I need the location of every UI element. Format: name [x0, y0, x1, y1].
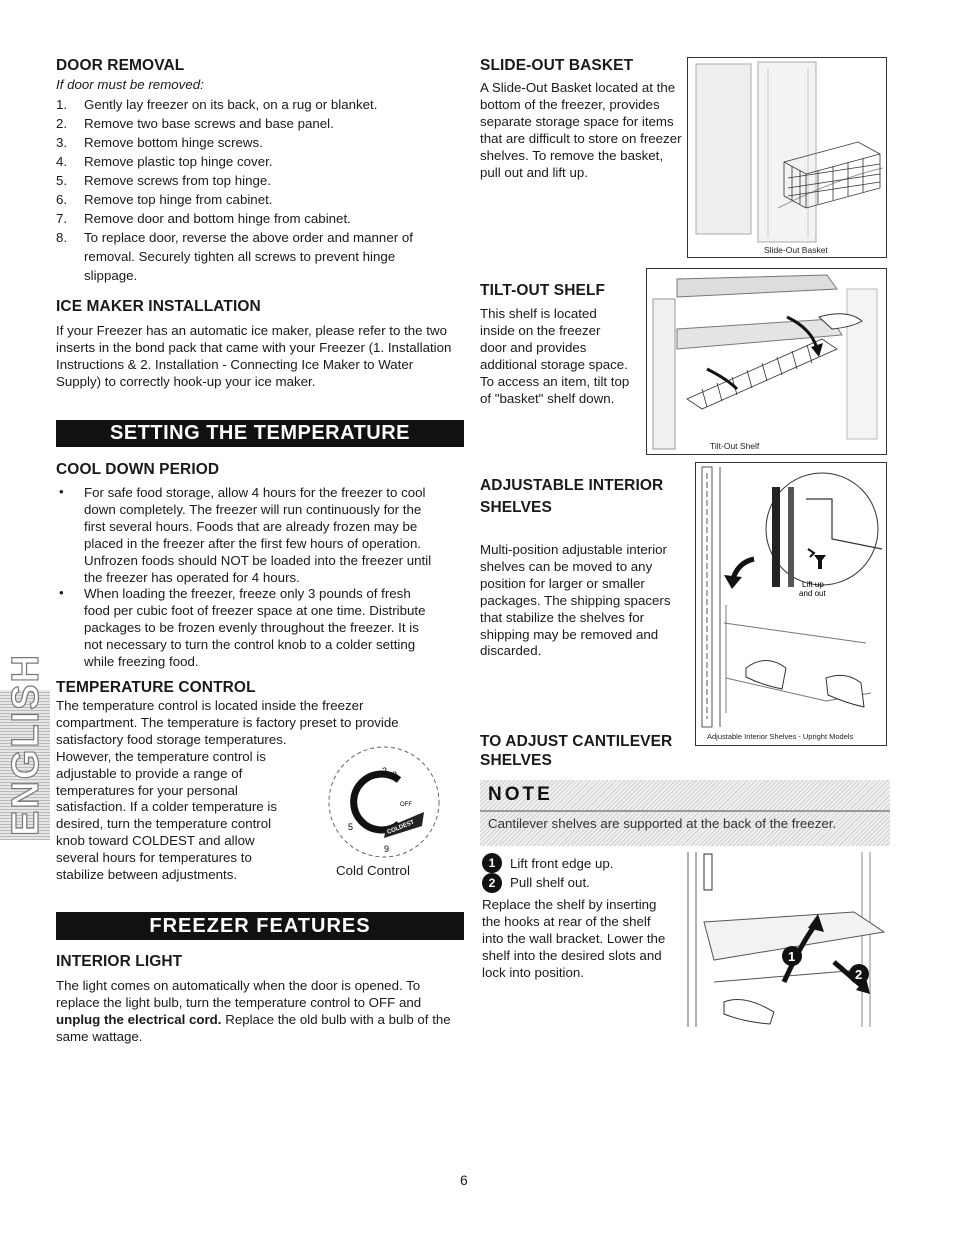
step-text: Remove door and bottom hinge from cabinet. [84, 211, 351, 226]
step-number: 3. [56, 135, 68, 150]
door-removal-intro: If door must be removed: [56, 77, 204, 92]
step-number: 6. [56, 192, 68, 207]
callout-lift-up: Lift up [802, 580, 824, 589]
step-number: 7. [56, 211, 68, 226]
features-banner: FREEZER FEATURES [56, 912, 464, 940]
temperature-control-line: several hours for temperatures to [56, 850, 252, 866]
bullet-text: When loading the freezer, freeze only 3 pounds of fresh food per cubic foot of freezer space at one time. Distribute packages to be frozen evenly throughout the freezer. It is not necessary to turn the control knob to a colder setting while freezing food. [84, 586, 426, 670]
door-removal-step [56, 209, 438, 228]
step-number: 4. [56, 154, 68, 169]
tilt-out-shelf-caption: Tilt-Out Shelf [710, 441, 760, 451]
slide-out-basket-figure [687, 57, 887, 258]
cold-control-dial-illustration [326, 744, 442, 862]
bullet-icon: • [59, 585, 64, 601]
ice-maker-heading: ICE MAKER INSTALLATION [56, 298, 261, 315]
temperature-control-line: The temperature control is located inside the freezer [56, 698, 364, 713]
cool-down-bullets [56, 485, 436, 671]
slide-out-basket-heading: SLIDE-OUT BASKET [480, 57, 634, 74]
bullet-text: For safe food storage, allow 4 hours for the freezer to cool down completely. The freezer will run continuously for the first several hours. Foods that are already frozen may be placed in the freezer after the first few hours of operation. Unfrozen foods should NOT be loaded into the freezer until the freezer has operated for 4 hours. [84, 485, 432, 585]
dial-label-9: 9 [384, 844, 390, 854]
note-box [480, 780, 890, 846]
step-1-badge: 1 [482, 853, 502, 873]
step-text: Remove top hinge from cabinet. [84, 192, 273, 207]
language-tab-label: ENGLISH [5, 653, 47, 836]
bullet-icon: • [59, 484, 64, 499]
cantilever-shelf-illustration [684, 852, 887, 1027]
door-removal-steps [56, 95, 438, 285]
dial-label-5: 5 [348, 822, 354, 832]
temperature-control-line: However, the temperature control is [56, 748, 266, 764]
adjustable-shelves-body: Multi-position adjustable interior shelves can be moved to any position for larger or smaller packages. The shipping spacers that stabilize the shelves for shipping may be removed and discarded. [480, 542, 671, 659]
step-text: Remove screws from top hinge. [84, 173, 271, 188]
step-text: Gently lay freezer on its back, on a rug or blanket. [84, 97, 378, 112]
step-2-text: Pull shelf out. [510, 875, 590, 890]
door-removal-step [56, 152, 438, 171]
temperature-control-line: knob toward COLDEST and allow [56, 833, 255, 849]
cantilever-heading-2: SHELVES [480, 752, 552, 769]
temperature-control-line: desired, turn the temperature control [56, 816, 272, 832]
cold-control-caption: Cold Control [336, 863, 410, 878]
door-removal-step [56, 114, 438, 133]
tilt-out-shelf-figure [646, 268, 887, 455]
note-divider [480, 810, 890, 812]
step-2-badge: 2 [482, 873, 502, 893]
door-removal-step [56, 190, 438, 209]
door-removal-step [56, 228, 438, 285]
step-number: 1. [56, 97, 68, 112]
adjustable-shelves-caption: Adjustable Interior Shelves - Upright Models [707, 732, 854, 741]
figure-badge-2: 2 [855, 967, 863, 982]
ice-maker-body: If your Freezer has an automatic ice maker, please refer to the two inserts in the bond pack that came with your Freezer (1. Installation Instructions & 2. Installation - Connecting Ice Maker to Water Supply) to correctly hook-up your ice maker. [56, 323, 452, 389]
interior-light-heading: INTERIOR LIGHT [56, 953, 183, 970]
adjustable-shelves-figure [695, 462, 887, 746]
temperature-control-line: compartment. The temperature is factory preset to provide [56, 714, 399, 730]
page-number: 6 [460, 1172, 468, 1188]
cool-down-bullet [56, 586, 436, 671]
temperature-banner: SETTING THE TEMPERATURE CONTROL [56, 420, 464, 447]
step-number: 5. [56, 173, 68, 188]
step-text: Remove two base screws and base panel. [84, 116, 334, 131]
step-text: Remove plastic top hinge cover. [84, 154, 273, 169]
door-removal-step [56, 171, 438, 190]
interior-light-body [56, 978, 456, 1046]
step-number: 2. [56, 116, 68, 131]
step-1-text: Lift front edge up. [510, 856, 614, 871]
dial-label-off: OFF [400, 802, 412, 808]
adjustable-shelves-heading-1: ADJUSTABLE INTERIOR [480, 477, 664, 494]
temperature-control-heading: TEMPERATURE CONTROL [56, 679, 256, 696]
slide-out-basket-caption: Slide-Out Basket [764, 245, 828, 255]
callout-and-out: and out [799, 589, 826, 598]
tilt-out-shelf-body: This shelf is located inside on the freezer door and provides additional storage space. To access an item, tilt top of "basket" shelf down. [480, 306, 630, 406]
temperature-control-line: temperatures for your personal [56, 782, 238, 798]
door-removal-step [56, 95, 438, 114]
door-removal-step [56, 133, 438, 152]
dial-label-3: 3 [392, 770, 398, 780]
step-text: Remove bottom hinge screws. [84, 135, 263, 150]
interior-light-text-end: Replace the old bulb with a bulb of the same wattage. [56, 1011, 451, 1044]
temperature-control-line: satisfactory food storage temperatures. [56, 731, 287, 747]
cool-down-heading: COOL DOWN PERIOD [56, 461, 220, 478]
note-title: NOTE [488, 784, 553, 805]
basket-illustration [688, 58, 887, 258]
adjustable-shelves-illustration [696, 463, 887, 746]
step-text: To replace door, reverse the above order and manner of removal. Securely tighten all screws to prevent hinge slippage. [84, 230, 413, 283]
temperature-control-line: satisfaction. If a colder temperature is [56, 799, 277, 815]
slide-out-basket-body: A Slide-Out Basket located at the bottom of the freezer, provides separate storage space for items that are difficult to store on freezer shelves. To remove the basket, pull out and lift up. [480, 80, 682, 180]
tilt-shelf-illustration [647, 269, 887, 455]
step-number: 8. [56, 230, 68, 245]
cool-down-bullet [56, 485, 436, 586]
tilt-out-shelf-heading: TILT-OUT SHELF [480, 282, 606, 299]
note-text: Cantilever shelves are supported at the back of the freezer. [488, 816, 837, 831]
temperature-control-line: stabilize between adjustments. [56, 867, 238, 883]
interior-light-warning: unplug the electrical cord. [56, 1011, 222, 1027]
adjustable-shelves-heading-2: SHELVES [480, 499, 552, 516]
cantilever-shelf-figure [684, 852, 887, 1027]
temperature-control-line: adjustable to provide a range of [56, 765, 243, 781]
cantilever-body: Replace the shelf by inserting the hooks at rear of the shelf into the wall bracket. Lower the shelf into the desired slots and lock into position. [482, 897, 666, 980]
figure-badge-1: 1 [788, 949, 796, 964]
dial-label-2: 2 [382, 766, 388, 776]
interior-light-text: The light comes on automatically when the door is opened. To replace the light bulb, turn the temperature control to OFF and [56, 978, 422, 1010]
cantilever-heading-1: TO ADJUST CANTILEVER [480, 733, 673, 750]
door-removal-heading: DOOR REMOVAL [56, 57, 185, 74]
dial-label-coldest: COLDEST [386, 819, 416, 836]
